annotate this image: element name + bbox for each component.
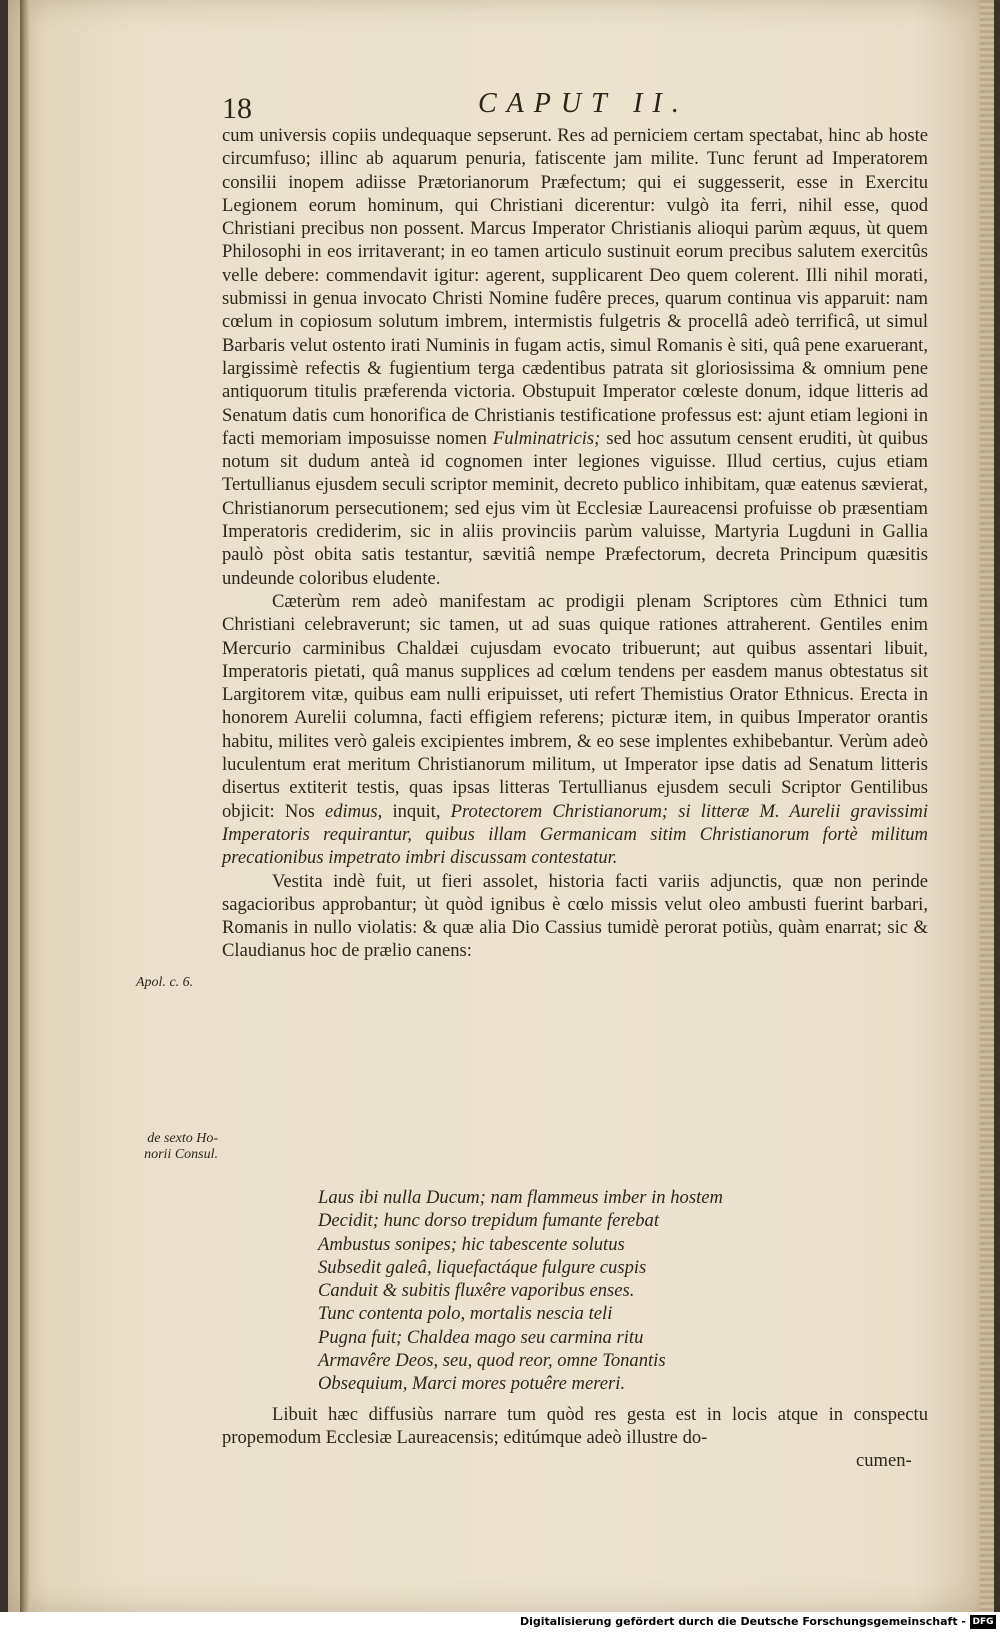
paragraph-1-italic: Fulminatricis;: [492, 427, 601, 449]
main-text: [222, 124, 928, 963]
paragraph-1: [222, 124, 928, 590]
verse-line: Armavêre Deos, seu, quod reor, omne Tonantis: [318, 1350, 666, 1372]
verse-line: Pugna fuit; Chaldea mago seu carmina ritu: [318, 1326, 644, 1348]
paragraph-2-italic-2: Protectorem Christianorum; si litteræ M. Aurelii gravissimi Imperatoris requirantur, quibus illam Germanicam sitim Christianorum fortè militum precationibus impetrato imbri discussam contestatur.: [222, 800, 929, 869]
page-gutter: [20, 0, 30, 1612]
paragraph-3: Vestita indè fuit, ut fieri assolet, historia facti variis adjunctis, quæ non perinde sagacioribus approbantur; ùt quòd ignibus è cœlo missis velut oleo ambusti fuerint barbari, Romanis in nullo violatis: & quæ alia Dio Cassius tumidè perorat potiùs, quàm enarrat; sic & Claudianus hoc de prælio canens:: [222, 870, 928, 962]
verse-line: Laus ibi nulla Ducum; nam flammeus imber in hostem: [318, 1187, 723, 1208]
verse-line: Ambustus sonipes; hic tabescente solutus: [318, 1233, 625, 1255]
digitization-footer: [0, 1612, 1000, 1633]
verse-line: Obsequium, Marci mores potuêre mereri.: [318, 1373, 626, 1395]
paragraph-1-text-a: cum universis copiis undequaque sepserunt. Res ad perniciem certam spectabat, hinc ab hoste circumfuso; illinc ab aquarum penuria, fatiscente jam milite. Tunc ferunt ad Imperatorem consilii inopem adiisse Prætorianorum Præfectum; qui ei suggesserit, esse in Exercitu Legionem eorum hominum, qui Christiani dicerentur: vulgò ita ferri, nihil esse, quod Christiani precibus non possent. Marcus Imperator Christianis alioqui parùm æquus, ùt quem Philosophi in eos irritaverant; in eo tamen articulo sustinuit eorum precibus salutem exercitûs velle debere: commendavit igitur: agerent, supplicarent Deo quem colerent. Illi nihil morati, submissi in genua invocato Christi Nomine fudêre preces, quarum continua vis apparuit: nam cœlum in copiosum solutum imbrem, intermistis fulgetris & procellâ adeò terrificâ, ut simul Barbaris velut ostento irati Numinis in fugam actis, simul Romanis è siti, quâ pene exaruerant, largissimè refectis & fugientium terga cædentibus patrata sit gloriosissima & omnium pene antiquorum titulis præferenda victoria. Obstupuit Imperator cœleste donum, idque litteris ad Senatum datis cum honorifica de Christianis testificatione professus est: ajunt etiam legioni in facti memoriam imposuisse nomen: [222, 125, 928, 449]
paragraph-2: [222, 590, 928, 870]
marginal-note-line: norii Consul.: [144, 1147, 218, 1162]
closing-text: Libuit hæc diffusiùs narrare tum quòd res gesta est in locis atque in conspectu propemodum Ecclesiæ Laureacensis; editúmque adeò illustre do-: [222, 1404, 928, 1449]
paragraph-2-italic-1: edimus: [324, 800, 378, 822]
page-edges: [980, 0, 994, 1612]
verse-line: Decidit; hunc dorso trepidum fumante ferebat: [318, 1210, 659, 1232]
paragraph-2-text-mid: , inquit,: [377, 800, 451, 822]
running-head: CAPUT II.: [478, 88, 689, 119]
marginal-note-claudian: [134, 1131, 218, 1163]
verse-line: Canduit & subitis fluxêre vaporibus enses.: [318, 1280, 635, 1302]
closing-paragraph: [222, 1403, 928, 1450]
verse-line: Tunc contenta polo, mortalis nescia teli: [318, 1303, 613, 1325]
catchword: cumen-: [856, 1450, 912, 1471]
verse-line: Subsedit galeâ, liquefactáque fulgure cuspis: [318, 1256, 647, 1278]
page-number: 18: [222, 92, 252, 125]
verse-quotation: [318, 1186, 838, 1396]
dfg-logo: DFG: [970, 1615, 996, 1629]
marginal-note-apol: Apol. c. 6.: [136, 975, 194, 990]
footer-credit: Digitalisierung gefördert durch die Deutsche Forschungsgemeinschaft -: [519, 1615, 966, 1628]
paragraph-1-text-b: sed hoc assutum censent eruditi, ùt quibus notum sit dudum anteà id cognomen inter legiones viguisse. Illud certius, cujus etiam Tertullianus ejusdem seculi scriptor meminit, decreto publico inhibitam, quæ eatenus sævierat, Christianorum persecutionem; sed ejus vim ùt Ecclesiæ Laureacensi profuisse ob præsentiam Imperatoris crediderim, sic in aliis provinciis parùm valuisse, Martyria Lugduni in Gallia paulò pòst obita satis testantur, sævitiâ nempe Præfectorum, decreta Principum quæsitis undeunde coloribus eludente.: [222, 427, 928, 589]
paragraph-2-text-a: Cæterùm rem adeò manifestam ac prodigii plenam Scriptores cùm Ethnici tum Christiani celebraverunt; sic tamen, ut ad suas quique rationes attraherent. Gentiles enim Mercurio carminibus Chaldæi cujusdam evocato tribuerunt; aut quibus assentari libuit, Imperatoris pietati, quâ manus supplices ad cœlum tendens per easdem manus obtestatus sit Largitorem vitæ, quibus eam nulli eripuisset, uti refert Themistius Orator Ethnicus. Erecta in honorem Aurelii columna, facti effigiem referens; picturæ item, in quibus Imperator orantis habitu, milites verò galeis excipientes imbrem, & eo sese implentes exhibebantur. Verùm adeò luculentum erat meritum Christianorum militum, ut Imperator ipse datis ad Senatum litteris disertus extiterit testis, quas ipsas litteras Tertullianus ejusdem seculi Scriptor Gentilibus objicit: Nos: [222, 590, 928, 822]
marginal-note-line: de sexto Ho-: [147, 1131, 218, 1146]
